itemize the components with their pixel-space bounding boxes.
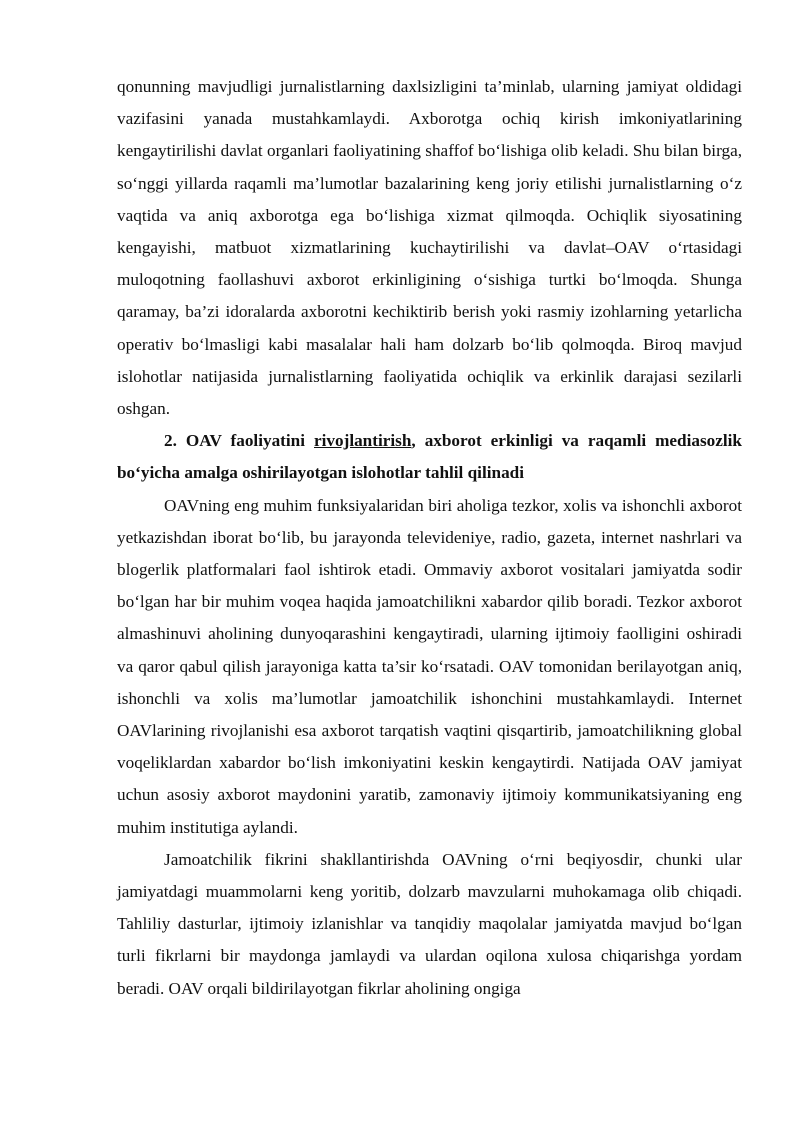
paragraph-1: qonunning mavjudligi jurnalistlarning daxlsizligini ta’minlab, ularning jamiyat oldidagi vazifasini yanada mustahkamlaydi. Axborotga ochiq kirish imkoniyatlarining kengaytirilishi davlat organlari faoliyatining shaffof bo‘lishiga olib keladi. Shu bilan birga, so‘nggi yillarda raqamli ma’lumotlar bazalarining keng joriy etilishi jurnalistlarning o‘z vaqtida va aniq axborotga ega bo‘lishiga xizmat qilmoqda. Ochiqlik siyosatining kengayishi, matbuot xizmatlarining kuchaytirilishi va davlat–OAV o‘rtasidagi muloqotning faollashuvi axborot erkinligining o‘sishiga turtki bo‘lmoqda. Shunga qaramay, ba’zi idoralarda axborotni kechiktirib berish yoki rasmiy izohlarning yetarlicha operativ bo‘lmasligi kabi masalalar hali ham dolzarb bo‘lib qolmoqda. Biroq mavjud islohotlar natijasida jurnalistlarning faoliyatida ochiqlik va erkinlik darajasi sezilarli oshgan. [117,77,742,419]
heading-underlined-word: rivojlantirish [314,431,412,451]
document-page [117,71,742,1005]
paragraph-2: OAVning eng muhim funksiyalaridan biri aholiga tezkor, xolis va ishonchli axborot yetkazishdan iborat bo‘lib, bu jarayonda televideniye, radio, gazeta, internet nashrlari va blogerlik platformalari faol ishtirok etadi. Ommaviy axborot vositalari jamiyatda sodir bo‘lgan har bir muhim voqea haqida jamoatchilikni xabardor qilib boradi. Tezkor axborot almashinuvi aholining dunyoqarashini kengaytiradi, ularning ijtimoiy faolligini oshiradi va qaror qabul qilish jarayoniga katta ta’sir ko‘rsatadi. OAV tomonidan berilayotgan aniq, ishonchli va xolis ma’lumotlar jamoatchilik ishonchini mustahkamlaydi. Internet OAVlarining rivojlanishi esa axborot tarqatish vaqtini qisqartirib, jamoatchilikning global voqeliklardan xabardor bo‘lish imkoniyatini keskin kengaytirdi. Natijada OAV jamiyat uchun asosiy axborot maydonini yaratib, zamonaviy ijtimoiy kommunikatsiyaning eng muhim institutiga aylandi. [117,495,742,837]
heading-suffix: , axborot erkinligi va raqamli mediasozlik bo‘yicha amalga oshirilayotgan islohotlar tahlil qilinadi [117,431,742,483]
paragraph-3: Jamoatchilik fikrini shakllantirishda OAVning o‘rni beqiyosdir, chunki ular jamiyatdagi muammolarni keng yoritib, dolzarb mavzularni muhokamaga olib chiqadi. Tahliliy dasturlar, ijtimoiy izlanishlar va tanqidiy maqolalar jamiyatda mavjud bo‘lgan turli fikrlarni bir maydonga jamlaydi va ulardan oqilona xulosa chiqarishga yordam beradi. OAV orqali bildirilayotgan fikrlar aholining ongiga [117,849,742,998]
heading-prefix: 2. OAV faoliyatini [164,431,314,451]
section-heading [117,425,742,489]
